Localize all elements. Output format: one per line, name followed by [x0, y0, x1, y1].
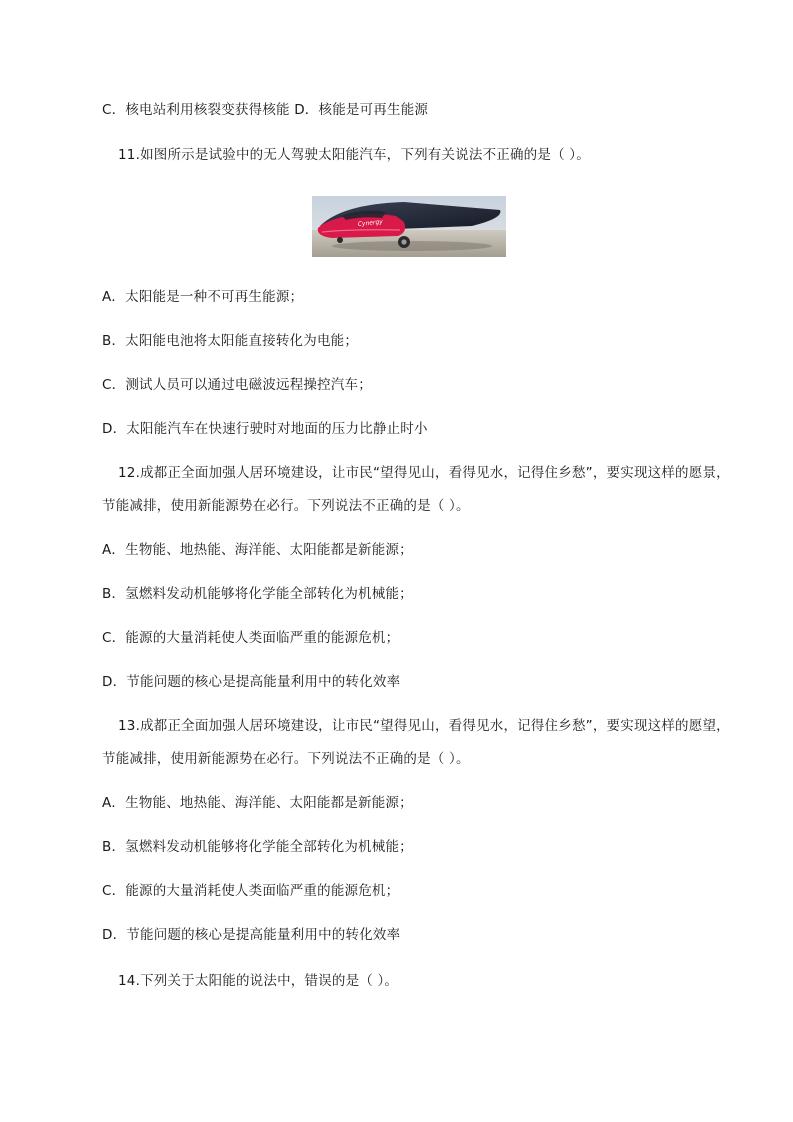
solar-car-illustration — [312, 196, 506, 257]
question-11-option-c: C．测试人员可以通过电磁波远程操控汽车； — [102, 377, 372, 393]
question-13-stem: 13.成都正全面加强人居环境建设，让市民“望得见山，看得见水，记得住乡愁”，要实现这样的愿望， — [118, 718, 730, 734]
question-13-option-d: D．节能问题的核心是提高能量利用中的转化效率 — [102, 927, 401, 943]
question-11-option-d: D．太阳能汽车在快速行驶时对地面的压力比静止时小 — [102, 421, 428, 437]
solar-car-image — [312, 196, 506, 257]
option-line-c-d: C．核电站利用核裂变获得核能 D．核能是可再生能源 — [102, 102, 429, 118]
question-12-stem-continued: 节能减排，使用新能源势在必行。下列说法不正确的是（ ）。 — [102, 498, 470, 514]
question-11-option-b: B．太阳能电池将太阳能直接转化为电能； — [102, 333, 359, 349]
question-13-option-c: C．能源的大量消耗使人类面临严重的能源危机； — [102, 883, 400, 899]
question-13-option-b: B．氢燃料发动机能够将化学能全部转化为机械能； — [102, 839, 413, 855]
question-11-option-a: A．太阳能是一种不可再生能源； — [102, 289, 304, 305]
question-12-stem: 12.成都正全面加强人居环境建设，让市民“望得见山，看得见水，记得住乡愁”，要实现这样的愿景， — [118, 465, 730, 481]
question-12-option-d: D．节能问题的核心是提高能量利用中的转化效率 — [102, 674, 401, 690]
question-12-option-a: A．生物能、地热能、海洋能、太阳能都是新能源； — [102, 542, 413, 558]
question-12-option-b: B．氢燃料发动机能够将化学能全部转化为机械能； — [102, 586, 413, 602]
car-decal-text: Cynergy — [357, 218, 384, 228]
question-12-option-c: C．能源的大量消耗使人类面临严重的能源危机； — [102, 630, 400, 646]
question-13-option-a: A．生物能、地热能、海洋能、太阳能都是新能源； — [102, 795, 413, 811]
question-14-stem: 14.下列关于太阳能的说法中，错误的是（ ）。 — [118, 973, 399, 989]
question-13-stem-continued: 节能减排，使用新能源势在必行。下列说法不正确的是（ ）。 — [102, 751, 470, 767]
question-11-stem: 11.如图所示是试验中的无人驾驶太阳能汽车，下列有关说法不正确的是（ ）。 — [118, 147, 590, 163]
